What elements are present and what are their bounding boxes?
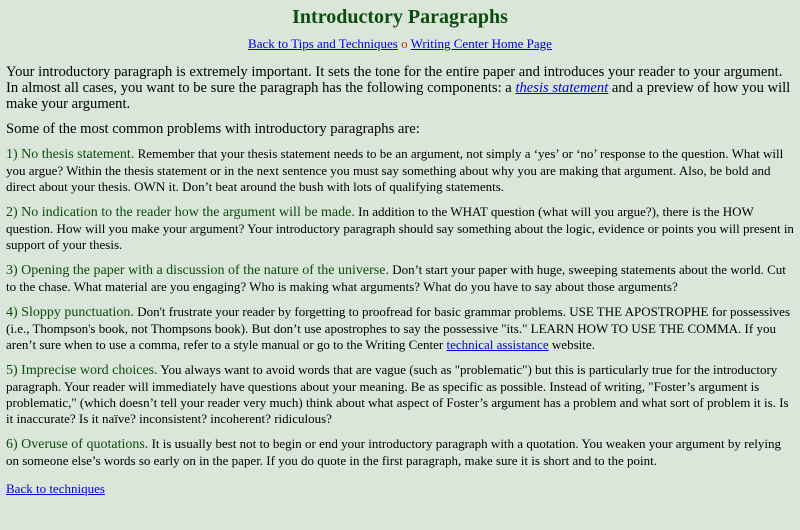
intro-paragraph [6, 64, 794, 112]
problem-item-3 [6, 262, 794, 295]
back-to-tips-link[interactable]: Back to Tips and Techniques [248, 36, 398, 51]
writing-center-home-link[interactable]: Writing Center Home Page [410, 36, 552, 51]
problem-item-4 [6, 304, 794, 353]
problem-body: Don’t start your paper with huge, sweeping statements about the world. Cut to the chase. What material are you engaging? Who is making what arguments? What do you have to say about those arguments? [6, 262, 786, 294]
problem-item-5 [6, 362, 794, 427]
problem-body-end: website. [548, 337, 595, 352]
problem-body: It is usually best not to begin or end your introductory paragraph with a quotation. You weaken your argument by relying on someone else’s words so early on in the paper. If you do quote in the first paragraph, make sure it is short and to the point. [6, 436, 781, 468]
problem-item-2 [6, 204, 794, 253]
problem-body: Don't frustrate your reader by forgetting to proofread for basic grammar problems. USE THE APOSTROPHE for possessives (i.e., Thompson's book, not Thompsons book). But don’t use apostrophes to say the possessive "its." LEARN HOW TO USE THE COMMA. If you aren’t sure when to use a comma, refer to a style manual or go to the Writing Center [6, 304, 791, 352]
top-navigation [6, 36, 794, 52]
nav-separator: o [401, 36, 408, 51]
problem-item-1 [6, 146, 794, 195]
thesis-statement-link[interactable]: thesis statement [515, 80, 609, 96]
technical-assistance-link[interactable]: technical assistance [446, 337, 549, 352]
problem-title: 2) No indication to the reader how the argument will be made. [6, 205, 355, 220]
page-title: Introductory Paragraphs [292, 6, 508, 28]
problem-body: You always want to avoid words that are vague (such as "problematic") but this is particularly true for the introductory paragraph. Your reader will immediately have questions about your meaning. Be as specific as possible. Instead of writing, "Foster’s argument is problematic," (which doesn’t tell your reader very much) think about what aspect of Foster’s argument has a problem and what sort of problem it is. Is it inaccurate? Is it naïve? inconsistent? incoherent? ridiculous? [6, 362, 789, 426]
problem-title: 5) Imprecise word choices. [6, 363, 158, 378]
intro-text-before: Your introductory paragraph is extremely important. It sets the tone for the entire paper and introduces your reader to your argument. In almost all cases, you want to be sure the paragraph has the following components: a [6, 64, 783, 96]
problem-title: 1) No thesis statement. [6, 147, 135, 162]
problem-body: Remember that your thesis statement needs to be an argument, not simply a ‘yes’ or ‘no’ response to the question. What will you argue? Within the thesis statement or in the next sentence you must say something about why you are making that argument. Also, be bold and direct about your thesis. OWN it. Don’t beat around the bush with lots of qualifying statements. [6, 146, 784, 194]
back-to-techniques-link[interactable]: Back to techniques [6, 481, 105, 496]
problem-body: In addition to the WHAT question (what will you argue?), there is the HOW question. How will you make your argument? Your introductory paragraph should say something about the logic, evidence or points you will present in support of your thesis. [6, 204, 794, 252]
intro-text-after: and a preview of how you will make your argument. [6, 80, 791, 112]
problems-lead: Some of the most common problems with introductory paragraphs are: [6, 121, 420, 137]
problem-item-6 [6, 436, 794, 469]
problem-title: 3) Opening the paper with a discussion of the nature of the universe. [6, 263, 389, 278]
problem-title: 6) Overuse of quotations. [6, 437, 149, 452]
bottom-navigation [6, 481, 794, 497]
problem-title: 4) Sloppy punctuation. [6, 305, 134, 320]
